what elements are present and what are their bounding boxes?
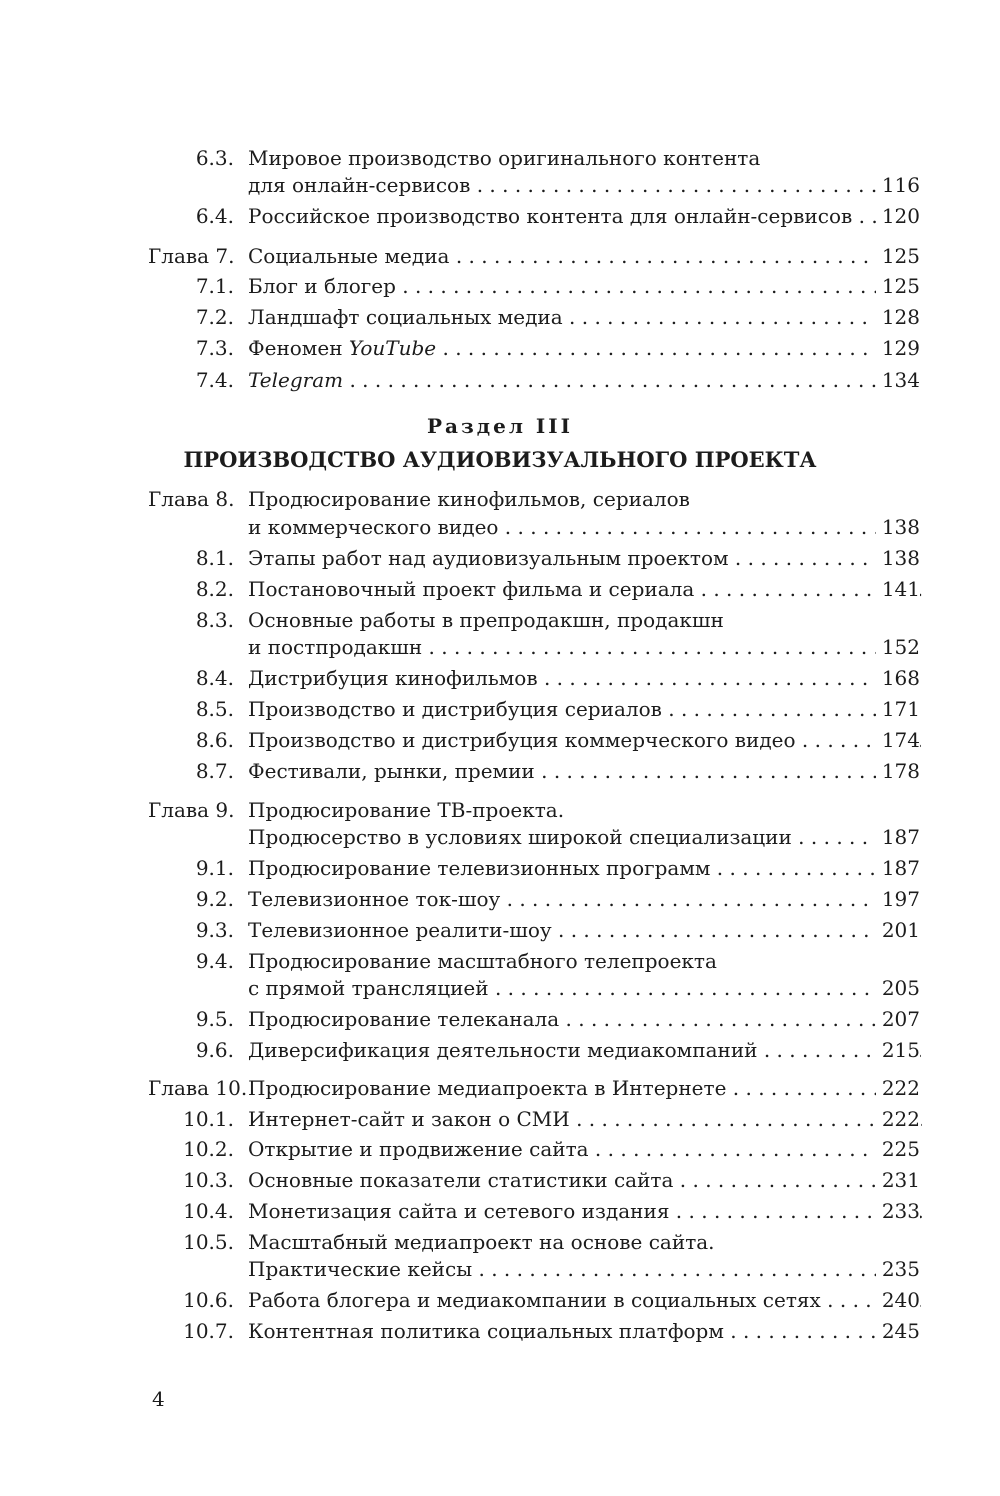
toc-entry	[0, 756, 1000, 786]
toc-entry	[0, 543, 1000, 573]
entry-page: 134	[876, 365, 920, 395]
section-label: Раздел III	[427, 414, 573, 438]
toc-entry	[0, 1316, 1000, 1346]
chapter-number: Глава 9.	[148, 798, 235, 822]
entry-number: 10.7.	[183, 1319, 234, 1343]
entry-page: 138	[876, 543, 920, 573]
section-title: ПРОИЗВОДСТВО АУДИОВИЗУАЛЬНОГО ПРОЕКТА	[183, 447, 817, 472]
entry-title: Мировое производство оригинального контента	[248, 146, 761, 170]
chapter-number: Глава 10.	[148, 1076, 248, 1100]
entry-title: Фестивали, рынки, премии . . .	[248, 756, 922, 786]
toc-entry	[0, 271, 1000, 301]
entry-title: Интернет-сайт и закон о СМИ . . .	[248, 1104, 922, 1134]
entry-page: 120	[876, 201, 920, 231]
entry-page: 233	[876, 1196, 920, 1226]
entry-page: 168	[876, 663, 920, 693]
entry-number: 7.1.	[195, 274, 234, 298]
entry-page: 201	[876, 915, 920, 945]
entry-number: 10.2.	[183, 1137, 234, 1161]
entry-title	[248, 333, 922, 363]
toc-entry	[0, 605, 1000, 635]
toc-entry	[0, 170, 1000, 200]
toc-entry	[0, 1196, 1000, 1226]
entry-number: 7.2.	[195, 305, 234, 329]
chapter-title: Продюсирование ТВ-проекта.	[248, 798, 565, 822]
toc-entry	[0, 884, 1000, 914]
entry-number: 8.7.	[195, 759, 234, 783]
toc-entry	[0, 1104, 1000, 1134]
entry-page: 187	[876, 853, 920, 883]
entry-title: и постпродакшн . . .	[248, 632, 922, 662]
entry-page: 174	[876, 725, 920, 755]
entry-number: 9.5.	[195, 1007, 234, 1031]
entry-title: Производство и дистрибуция коммерческого видео . . .	[248, 725, 922, 755]
entry-number: 7.3.	[195, 336, 234, 360]
entry-title: Контентная политика социальных платформ . . .	[248, 1316, 922, 1346]
page-number: 4	[152, 1387, 165, 1411]
toc-entry	[0, 1004, 1000, 1034]
entry-page: 215	[876, 1035, 920, 1065]
toc-entry	[0, 143, 1000, 173]
entry-title: Продюсирование телевизионных программ . . .	[248, 853, 922, 883]
entry-number: 7.4.	[195, 368, 234, 392]
entry-number: 10.6.	[183, 1288, 234, 1312]
entry-page: 141	[876, 574, 920, 604]
toc-entry	[0, 365, 1000, 395]
entry-number: 9.6.	[195, 1038, 234, 1062]
toc-entry	[0, 822, 1000, 852]
entry-number: 8.2.	[195, 577, 234, 601]
toc-chapter-entry	[0, 795, 1000, 825]
entry-title: Блог и блогер . . .	[248, 271, 922, 301]
entry-page: 222	[876, 1073, 920, 1103]
entry-number: 8.6.	[195, 728, 234, 752]
toc-entry	[0, 1285, 1000, 1315]
toc-chapter-entry	[0, 484, 1000, 514]
entry-page: 125	[876, 271, 920, 301]
entry-title: для онлайн-сервисов . . .	[248, 170, 922, 200]
toc-entry	[0, 1254, 1000, 1284]
entry-number: 8.4.	[195, 666, 234, 690]
entry-page: 187	[876, 822, 920, 852]
chapter-number: Глава 8.	[148, 487, 235, 511]
entry-title: Продюсирование масштабного телепроекта	[248, 949, 717, 973]
entry-title: с прямой трансляцией . . .	[248, 973, 922, 1003]
entry-number: 8.3.	[195, 608, 234, 632]
toc-entry	[0, 512, 1000, 542]
chapter-title: Продюсирование медиапроекта в Интернете . . .	[248, 1073, 922, 1103]
entry-title: Ландшафт социальных медиа . . .	[248, 302, 922, 332]
toc-entry	[0, 302, 1000, 332]
toc-entry	[0, 1165, 1000, 1195]
entry-title: Основные работы в препродакшн, продакшн	[248, 608, 724, 632]
toc-entry	[0, 663, 1000, 693]
toc-entry	[0, 853, 1000, 883]
entry-number: 10.3.	[183, 1168, 234, 1192]
entry-page: 225	[876, 1134, 920, 1164]
toc-entry	[0, 1134, 1000, 1164]
entry-title: Этапы работ над аудиовизуальным проектом . . .	[248, 543, 922, 573]
title-text: Феномен	[248, 336, 349, 360]
entry-page: 128	[876, 302, 920, 332]
entry-page: 245	[876, 1316, 920, 1346]
entry-page: 152	[876, 632, 920, 662]
entry-title: Производство и дистрибуция сериалов . . .	[248, 694, 922, 724]
entry-number: 10.4.	[183, 1199, 234, 1223]
entry-title: Открытие и продвижение сайта . . .	[248, 1134, 922, 1164]
entry-number: 9.1.	[195, 856, 234, 880]
toc-entry	[0, 946, 1000, 976]
chapter-title: Социальные медиа . . .	[248, 241, 922, 271]
chapter-title: Продюсерство в условиях широкой специализации . . .	[248, 822, 922, 852]
entry-page: 178	[876, 756, 920, 786]
entry-number: 9.3.	[195, 918, 234, 942]
entry-title: Продюсирование телеканала . . .	[248, 1004, 922, 1034]
entry-title: Дистрибуция кинофильмов . . .	[248, 663, 922, 693]
entry-title: Масштабный медиапроект на основе сайта.	[248, 1230, 715, 1254]
toc-entry	[0, 694, 1000, 724]
entry-page: 138	[876, 512, 920, 542]
entry-title	[248, 365, 922, 395]
toc-chapter-entry	[0, 1073, 1000, 1103]
entry-number: 9.4.	[195, 949, 234, 973]
toc-entry	[0, 1035, 1000, 1065]
entry-page: 222	[876, 1104, 920, 1134]
toc-entry	[0, 1227, 1000, 1257]
entry-title: Российское производство контента для онлайн-сервисов . . .	[248, 201, 922, 231]
toc-entry	[0, 574, 1000, 604]
entry-page: 207	[876, 1004, 920, 1034]
toc-entry	[0, 201, 1000, 231]
entry-page: 235	[876, 1254, 920, 1284]
entry-number: 10.5.	[183, 1230, 234, 1254]
entry-number: 6.3.	[195, 146, 234, 170]
toc-entry	[0, 632, 1000, 662]
chapter-title: и коммерческого видео . . .	[248, 512, 922, 542]
entry-title: Практические кейсы . . .	[248, 1254, 922, 1284]
chapter-number: Глава 7.	[148, 244, 235, 268]
entry-title: Работа блогера и медиакомпании в социальных сетях . . .	[248, 1285, 922, 1315]
title-italic-text: Telegram	[248, 368, 344, 392]
entry-number: 6.4.	[195, 204, 234, 228]
entry-number: 10.1.	[183, 1107, 234, 1131]
entry-title: Телевизионное реалити-шоу . . .	[248, 915, 922, 945]
entry-title: Телевизионное ток-шоу . . .	[248, 884, 922, 914]
toc-chapter-entry	[0, 241, 1000, 271]
entry-page: 205	[876, 973, 920, 1003]
entry-number: 8.5.	[195, 697, 234, 721]
chapter-title: Продюсирование кинофильмов, сериалов	[248, 487, 690, 511]
entry-title: Диверсификация деятельности медиакомпаний . . .	[248, 1035, 922, 1065]
toc-entry	[0, 725, 1000, 755]
entry-page: 231	[876, 1165, 920, 1195]
entry-page: 197	[876, 884, 920, 914]
title-italic-text: YouTube	[348, 336, 437, 360]
entry-number: 8.1.	[195, 546, 234, 570]
entry-page: 240	[876, 1285, 920, 1315]
entry-page: 125	[876, 241, 920, 271]
entry-title: Постановочный проект фильма и сериала . . .	[248, 574, 922, 604]
entry-title: Основные показатели статистики сайта . . .	[248, 1165, 922, 1195]
entry-number: 9.2.	[195, 887, 234, 911]
entry-title: Монетизация сайта и сетевого издания . . .	[248, 1196, 922, 1226]
entry-page: 129	[876, 333, 920, 363]
entry-page: 116	[876, 170, 920, 200]
entry-page: 171	[876, 694, 920, 724]
toc-entry	[0, 333, 1000, 363]
toc-entry	[0, 915, 1000, 945]
toc-entry	[0, 973, 1000, 1003]
